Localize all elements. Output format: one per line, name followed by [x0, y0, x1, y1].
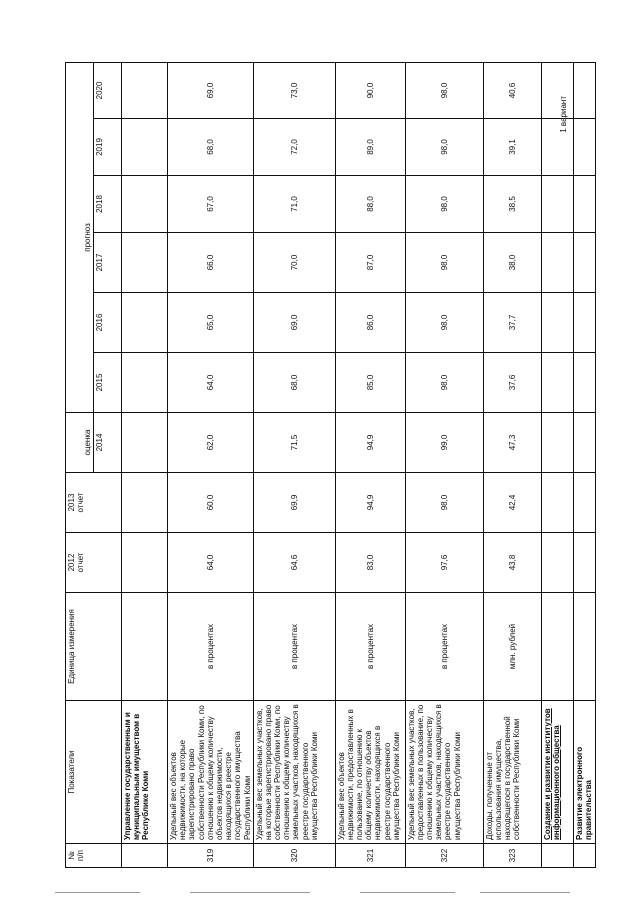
value-2013: 60,0 — [168, 473, 254, 533]
row-indicator: Удельный вес земельных участков, на которые зарегистрировано право собственности Республики Коми, по отношению к общему количеству земельных участков, находящихся в реестре государственного имущества Республики Коми — [253, 701, 335, 844]
footer-divider — [360, 892, 455, 893]
header-year-2012: 2012 отчет — [66, 533, 122, 593]
header-year-2015: 2015 — [94, 353, 122, 413]
value-2020: 69,0 — [168, 62, 254, 118]
value-2016: 65,0 — [168, 293, 254, 353]
row-indicator: Удельный вес объектов недвижимости, предоставленных в пользование, по отношению к общему количеству объектов недвижимости, находящихся в реестре государственного имущества Республики Коми — [335, 701, 405, 844]
header-year-2014: 2014 — [94, 413, 122, 473]
header-estimate: оценка — [66, 413, 94, 473]
value-2013: 69,9 — [253, 473, 335, 533]
row-unit: млн. рублей — [483, 593, 541, 701]
row-unit: в процентах — [405, 593, 483, 701]
row-unit: в процентах — [168, 593, 254, 701]
value-2014: 99,0 — [405, 413, 483, 473]
value-2017: 70,0 — [253, 233, 335, 293]
header-no: № п/п — [66, 844, 122, 868]
value-2016: 86,0 — [335, 293, 405, 353]
value-2019: 89,0 — [335, 119, 405, 176]
value-2018: 88,0 — [335, 176, 405, 233]
value-2018: 67,0 — [168, 176, 254, 233]
table-row — [405, 62, 483, 867]
value-2016: 69,0 — [253, 293, 335, 353]
value-2017: 87,0 — [335, 233, 405, 293]
footer-divider — [480, 892, 570, 893]
footer-divider — [190, 892, 310, 893]
value-2012: 97,6 — [405, 533, 483, 593]
header-unit: Единица измерения — [66, 593, 122, 701]
value-2013: 42,4 — [483, 473, 541, 533]
variant-label: 1 вариант — [559, 96, 568, 133]
value-2015: 37,6 — [483, 353, 541, 413]
value-2013: 94,9 — [335, 473, 405, 533]
value-2017: 66,0 — [168, 233, 254, 293]
footer-divider — [55, 892, 140, 893]
value-2014: 62,0 — [168, 413, 254, 473]
table-row — [335, 62, 405, 867]
value-2013: 98,0 — [405, 473, 483, 533]
value-2015: 64,0 — [168, 353, 254, 413]
section-2-title: Создание и развитие институтов информационного общества — [541, 701, 573, 844]
row-number: 321 — [335, 844, 405, 868]
header-year-2017: 2017 — [94, 233, 122, 293]
value-2014: 47,3 — [483, 413, 541, 473]
header-indicator: Показатели — [66, 701, 122, 844]
row-indicator: Удельный вес объектов недвижимости, на которые зарегистрировано право собственности Республики Коми, по отношению к общему количеству объектов недвижимости, находящихся в реестре государственного имущества Республики Коми — [168, 701, 254, 844]
header-year-2020: 2020 — [94, 62, 122, 118]
value-2014: 71,5 — [253, 413, 335, 473]
table-row — [168, 62, 254, 867]
value-2020: 90,0 — [335, 62, 405, 118]
value-2020: 98,0 — [405, 62, 483, 118]
row-number: 319 — [168, 844, 254, 868]
value-2012: 64,0 — [168, 533, 254, 593]
value-2015: 68,0 — [253, 353, 335, 413]
table-row — [253, 62, 335, 867]
section-title: Управление государственным и муниципальным имуществом в Республике Коми — [122, 701, 168, 844]
value-2012: 64,6 — [253, 533, 335, 593]
row-indicator: Доходы, полученные от использования имущества, находящегося в государственной собственности Республики Коми — [483, 701, 541, 844]
row-unit: в процентах — [253, 593, 335, 701]
value-2015: 85,0 — [335, 353, 405, 413]
indicators-table — [65, 62, 596, 868]
row-indicator: Удельный вес земельных участков, предоставленных в пользование, по отношению к общему количеству земельных участков, находящихся в реестре государственного имущества Республики Коми — [405, 701, 483, 844]
value-2019: 68,0 — [168, 119, 254, 176]
value-2014: 94,9 — [335, 413, 405, 473]
value-2019: 39,1 — [483, 119, 541, 176]
header-year-2019: 2019 — [94, 119, 122, 176]
value-2018: 98,0 — [405, 176, 483, 233]
header-year-2018: 2018 — [94, 176, 122, 233]
section-3-title: Развитие электронного правительства — [573, 701, 595, 844]
header-year-2016: 2016 — [94, 293, 122, 353]
value-2017: 38,0 — [483, 233, 541, 293]
value-2018: 71,0 — [253, 176, 335, 233]
row-number: 322 — [405, 844, 483, 868]
row-number: 320 — [253, 844, 335, 868]
section-no-cell — [122, 844, 168, 868]
row-number: 323 — [483, 844, 541, 868]
value-2012: 83,0 — [335, 533, 405, 593]
value-2016: 98,0 — [405, 293, 483, 353]
row-unit: в процентах — [335, 593, 405, 701]
value-2016: 37,7 — [483, 293, 541, 353]
value-2012: 43,8 — [483, 533, 541, 593]
value-2020: 73,0 — [253, 62, 335, 118]
value-2015: 98,0 — [405, 353, 483, 413]
header-forecast: прогноз — [66, 62, 94, 412]
table-row — [483, 62, 541, 867]
value-2018: 38,5 — [483, 176, 541, 233]
value-2019: 98,0 — [405, 119, 483, 176]
header-year-2013: 2013 отчет — [66, 473, 122, 533]
value-2019: 72,0 — [253, 119, 335, 176]
value-2020: 40,6 — [483, 62, 541, 118]
value-2017: 98,0 — [405, 233, 483, 293]
